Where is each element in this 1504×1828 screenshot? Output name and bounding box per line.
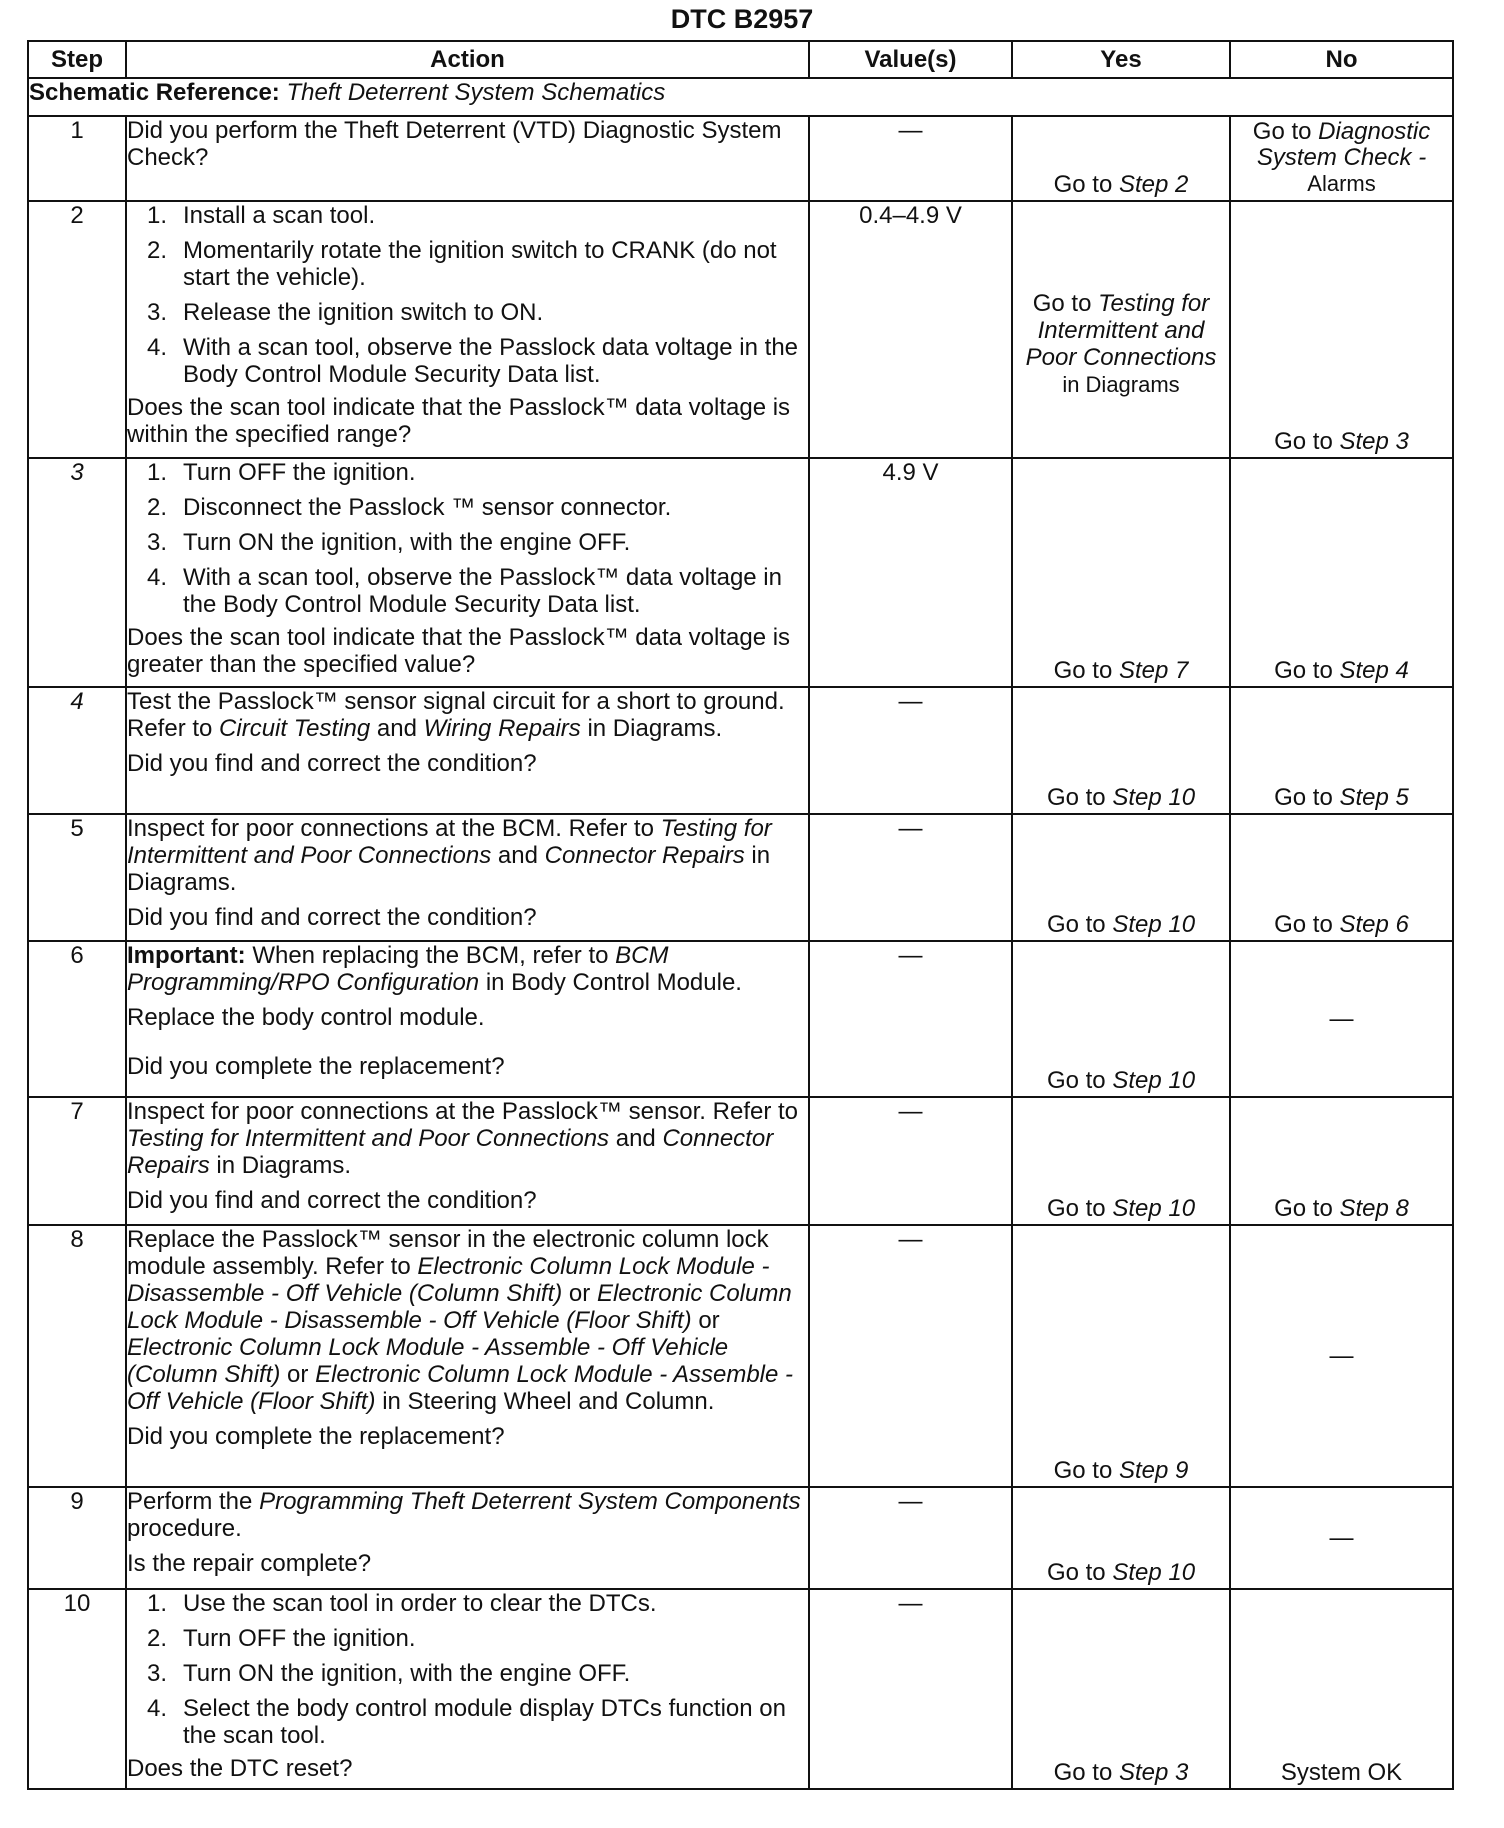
column-lock-assemble-floor-link[interactable]: Electronic Column Lock Module - Assemble - Off Vehicle (Floor Shift) bbox=[127, 1361, 794, 1415]
step-number: 1 bbox=[28, 116, 126, 201]
go-to-text: Go to bbox=[1053, 657, 1113, 684]
action-question: Did you complete the replacement? bbox=[127, 1423, 505, 1450]
action-text: Important: When replacing the BCM, refer to BCM Programming/RPO Configuration in Body Control Module. bbox=[127, 942, 742, 996]
table-row bbox=[28, 814, 1453, 941]
table-row bbox=[28, 201, 1453, 458]
in-diagrams-text: in Diagrams bbox=[1062, 372, 1180, 397]
action-question: Did you complete the replacement? bbox=[127, 1053, 505, 1080]
no-cell bbox=[1230, 116, 1453, 201]
yes-cell bbox=[1012, 1589, 1230, 1789]
bcm-programming-link[interactable]: BCM Programming/RPO Configuration bbox=[127, 942, 669, 996]
header-no: No bbox=[1230, 41, 1453, 78]
circuit-testing-link[interactable]: Circuit Testing bbox=[219, 715, 371, 742]
step-link[interactable]: Step 4 bbox=[1339, 657, 1409, 684]
header-values: Value(s) bbox=[809, 41, 1012, 78]
header-action: Action bbox=[126, 41, 809, 78]
column-lock-disassemble-column-link[interactable]: Electronic Column Lock Module - Disassemble - Off Vehicle (Column Shift) bbox=[127, 1253, 770, 1307]
action-cell bbox=[126, 687, 809, 814]
yes-cell bbox=[1012, 116, 1230, 201]
step-link[interactable]: Step 3 bbox=[1118, 1759, 1189, 1786]
alarms-text: Alarms bbox=[1307, 171, 1376, 196]
yes-cell bbox=[1012, 941, 1230, 1097]
no-cell: — bbox=[1230, 1487, 1453, 1589]
yes-cell bbox=[1012, 687, 1230, 814]
step-number: 5 bbox=[28, 814, 126, 941]
yes-cell bbox=[1012, 1097, 1230, 1225]
yes-cell bbox=[1012, 201, 1230, 458]
go-to-text: Go to bbox=[1252, 118, 1312, 145]
action-question: Does the scan tool indicate that the Passlock™ data voltage is greater than the specified value? bbox=[127, 624, 791, 678]
go-to-text: Go to bbox=[1053, 1759, 1113, 1786]
action-cell bbox=[126, 1487, 809, 1589]
action-cell bbox=[126, 458, 809, 687]
no-cell bbox=[1230, 1589, 1453, 1789]
step-number: 7 bbox=[28, 1097, 126, 1225]
go-to-text: Go to bbox=[1046, 1195, 1106, 1222]
table-row bbox=[28, 941, 1453, 1097]
value-cell: — bbox=[809, 1487, 1012, 1589]
programming-link[interactable]: Programming Theft Deterrent System Components bbox=[259, 1488, 801, 1515]
table-row bbox=[28, 687, 1453, 814]
value-cell: — bbox=[809, 814, 1012, 941]
go-to-text: Go to bbox=[1046, 1067, 1106, 1094]
value-cell: 0.4–4.9 V bbox=[809, 201, 1012, 458]
step-link[interactable]: Step 6 bbox=[1339, 911, 1409, 938]
step-link[interactable]: Step 5 bbox=[1339, 784, 1409, 811]
action-cell bbox=[126, 1225, 809, 1487]
list-item: 3. Turn ON the ignition, with the engine OFF. bbox=[147, 529, 631, 556]
value-cell: — bbox=[809, 1097, 1012, 1225]
action-cell bbox=[126, 941, 809, 1097]
list-item: 3. Release the ignition switch to ON. bbox=[147, 299, 544, 326]
list-item: 1. Turn OFF the ignition. bbox=[147, 459, 416, 486]
step-link[interactable]: Step 10 bbox=[1112, 911, 1196, 938]
column-lock-assemble-column-link[interactable]: Electronic Column Lock Module - Assemble - Off Vehicle (Column Shift) bbox=[127, 1334, 729, 1388]
diagnostic-table bbox=[27, 40, 1454, 1790]
list-item: 2. Turn OFF the ignition. bbox=[147, 1625, 416, 1652]
action-cell bbox=[126, 1589, 809, 1789]
action-cell bbox=[126, 814, 809, 941]
list-item: 2. Disconnect the Passlock ™ sensor connector. bbox=[147, 494, 672, 521]
action-text: Perform the Programming Theft Deterrent System Components procedure. bbox=[127, 1488, 801, 1542]
column-lock-disassemble-floor-link[interactable]: Electronic Column Lock Module - Disassemble - Off Vehicle (Floor Shift) bbox=[127, 1280, 792, 1334]
value-cell: — bbox=[809, 1225, 1012, 1487]
table-row bbox=[28, 1589, 1453, 1789]
list-item: 4. With a scan tool, observe the Passlock data voltage in the Body Control Module Security Data list. bbox=[147, 334, 799, 388]
go-to-text: Go to bbox=[1053, 171, 1113, 198]
step-number: 8 bbox=[28, 1225, 126, 1487]
connector-repairs-link[interactable]: Connector Repairs bbox=[127, 1125, 774, 1179]
step-link[interactable]: Step 3 bbox=[1339, 428, 1409, 455]
list-item: 2. Momentarily rotate the ignition switch to CRANK (do not start the vehicle). bbox=[147, 237, 777, 291]
no-cell bbox=[1230, 458, 1453, 687]
schematic-label: Schematic Reference: bbox=[29, 79, 280, 106]
step-link[interactable]: Step 10 bbox=[1112, 1559, 1196, 1586]
value-cell: — bbox=[809, 1589, 1012, 1789]
go-to-text: Go to bbox=[1046, 1559, 1106, 1586]
step-number: 9 bbox=[28, 1487, 126, 1589]
go-to-text: Go to bbox=[1274, 1195, 1333, 1222]
testing-link[interactable]: Testing for Intermittent and Poor Connections bbox=[1025, 290, 1217, 371]
action-steps-list bbox=[127, 1590, 808, 1749]
action-cell bbox=[126, 116, 809, 201]
table-row bbox=[28, 116, 1453, 201]
action-instruction: Replace the body control module. bbox=[127, 1004, 485, 1031]
action-text: Inspect for poor connections at the Passlock™ sensor. Refer to Testing for Intermittent and Poor Connections and Connector Repairs in Diagrams. bbox=[127, 1098, 799, 1179]
action-question: Did you perform the Theft Deterrent (VTD) Diagnostic System Check? bbox=[127, 117, 782, 171]
list-item: 1. Use the scan tool in order to clear the DTCs. bbox=[147, 1590, 657, 1617]
action-text: Inspect for poor connections at the BCM. Refer to Testing for Intermittent and Poor Connections and Connector Repairs in Diagrams. bbox=[127, 815, 772, 896]
schematic-reference bbox=[28, 78, 1453, 116]
yes-cell bbox=[1012, 814, 1230, 941]
important-label: Important: bbox=[127, 942, 246, 969]
action-question: Is the repair complete? bbox=[127, 1550, 372, 1577]
list-item: 1. Install a scan tool. bbox=[147, 202, 376, 229]
diagnostic-system-check-link[interactable]: Diagnostic System Check - bbox=[1256, 118, 1431, 171]
action-question: Does the scan tool indicate that the Passlock™ data voltage is within the specified range? bbox=[127, 394, 791, 448]
table-row bbox=[28, 1225, 1453, 1487]
step-number: 4 bbox=[28, 687, 126, 814]
step-link[interactable]: Step 8 bbox=[1339, 1195, 1409, 1222]
schematic-row bbox=[28, 78, 1453, 116]
step-number: 3 bbox=[28, 458, 126, 687]
value-cell: 4.9 V bbox=[809, 458, 1012, 687]
go-to-text: Go to bbox=[1046, 911, 1106, 938]
action-question: Did you find and correct the condition? bbox=[127, 904, 537, 931]
action-text: Replace the Passlock™ sensor in the electronic column lock module assembly. Refer to Electronic Column Lock Module - Disassemble - Off Vehicle (Column Shift) or Electronic Column Lock Module - Disassemble - Off Vehicle (Floor Shift) or Electronic Column Lock Module - Assemble - Off Vehicle (Column Shift) or Electronic Column Lock Module - Assemble - Off Vehicle (Floor Shift) in Steering Wheel and Column. bbox=[127, 1226, 794, 1415]
step-link[interactable]: Step 7 bbox=[1118, 657, 1189, 684]
schematic-link[interactable]: Theft Deterrent System Schematics bbox=[286, 79, 666, 106]
table-row bbox=[28, 1097, 1453, 1225]
step-number: 2 bbox=[28, 201, 126, 458]
yes-cell bbox=[1012, 1487, 1230, 1589]
table-row bbox=[28, 1487, 1453, 1589]
list-item: 4. Select the body control module display DTCs function on the scan tool. bbox=[147, 1695, 786, 1749]
go-to-text: Go to bbox=[1032, 290, 1092, 317]
step-link[interactable]: Step 2 bbox=[1118, 171, 1189, 198]
go-to-text: Go to bbox=[1274, 428, 1333, 455]
no-cell bbox=[1230, 687, 1453, 814]
yes-cell bbox=[1012, 1225, 1230, 1487]
value-cell: — bbox=[809, 687, 1012, 814]
go-to-text: Go to bbox=[1274, 911, 1333, 938]
action-question: Did you find and correct the condition? bbox=[127, 750, 537, 777]
header-step: Step bbox=[28, 41, 126, 78]
go-to-text: Go to bbox=[1053, 1457, 1113, 1484]
no-cell bbox=[1230, 201, 1453, 458]
connector-repairs-link[interactable]: Connector Repairs bbox=[544, 842, 745, 869]
no-cell: — bbox=[1230, 1225, 1453, 1487]
testing-link[interactable]: Testing for Intermittent and Poor Connections bbox=[127, 815, 772, 869]
action-cell bbox=[126, 1097, 809, 1225]
step-number: 10 bbox=[28, 1589, 126, 1789]
action-question: Did you find and correct the condition? bbox=[127, 1187, 537, 1214]
step-number: 6 bbox=[28, 941, 126, 1097]
value-cell: — bbox=[809, 941, 1012, 1097]
yes-cell bbox=[1012, 458, 1230, 687]
value-cell: — bbox=[809, 116, 1012, 201]
table-row bbox=[28, 458, 1453, 687]
action-text: Test the Passlock™ sensor signal circuit for a short to ground. Refer to Circuit Testing and Wiring Repairs in Diagrams. bbox=[127, 688, 785, 742]
no-cell bbox=[1230, 1097, 1453, 1225]
no-cell: — bbox=[1230, 941, 1453, 1097]
go-to-text: Go to bbox=[1046, 784, 1106, 811]
list-item: 3. Turn ON the ignition, with the engine OFF. bbox=[147, 1660, 631, 1687]
testing-link[interactable]: Testing for Intermittent and Poor Connections bbox=[127, 1125, 610, 1152]
page-title: DTC B2957 bbox=[670, 4, 814, 34]
action-question: Does the DTC reset? bbox=[127, 1755, 353, 1782]
header-row bbox=[28, 41, 1453, 78]
action-cell bbox=[126, 201, 809, 458]
step-link[interactable]: Step 10 bbox=[1112, 1067, 1196, 1094]
action-steps-list bbox=[127, 202, 808, 388]
wiring-repairs-link[interactable]: Wiring Repairs bbox=[423, 715, 581, 742]
step-link[interactable]: Step 10 bbox=[1112, 1195, 1196, 1222]
action-steps-list bbox=[127, 459, 808, 618]
no-cell bbox=[1230, 814, 1453, 941]
go-to-text: Go to bbox=[1274, 784, 1333, 811]
step-link[interactable]: Step 9 bbox=[1118, 1457, 1189, 1484]
system-ok-text: System OK bbox=[1280, 1759, 1403, 1786]
go-to-text: Go to bbox=[1274, 657, 1333, 684]
header-yes: Yes bbox=[1012, 41, 1230, 78]
step-link[interactable]: Step 10 bbox=[1112, 784, 1196, 811]
list-item: 4. With a scan tool, observe the Passlock™ data voltage in the Body Control Module Security Data list. bbox=[147, 564, 782, 618]
